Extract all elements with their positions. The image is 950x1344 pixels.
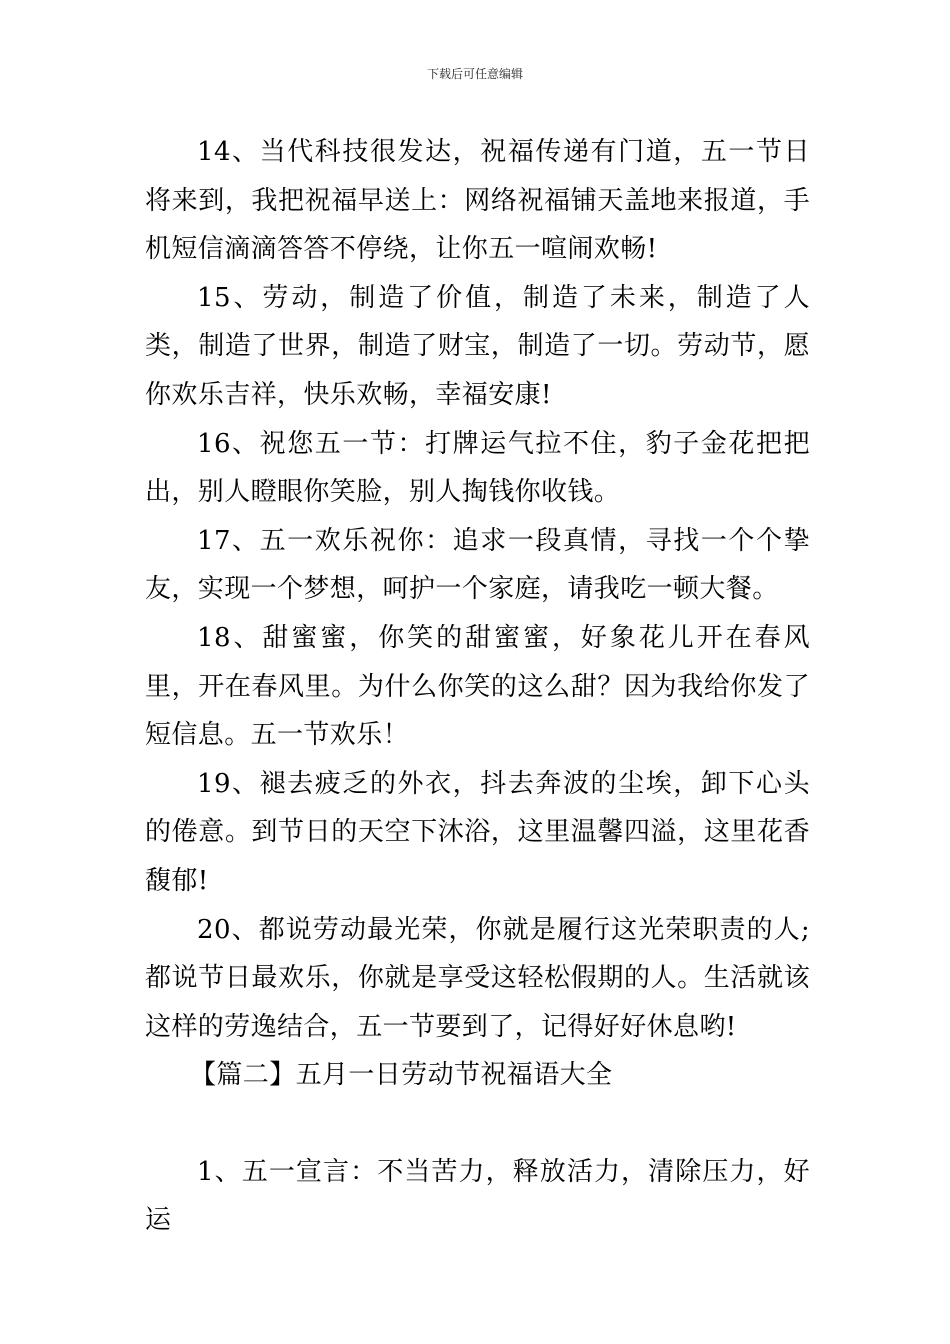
document-body	[145, 128, 810, 1245]
page-header: 下载后可任意编辑	[426, 67, 523, 81]
section-paragraph-1: 1、五一宣言：不当苦力，释放活力，清除压力，好运	[145, 1156, 810, 1236]
paragraph-19: 19、褪去疲乏的外衣，抖去奔波的尘埃，卸下心头的倦意。到节日的天空下沐浴，这里温馨四溢，这里花香馥郁!	[145, 768, 810, 896]
paragraph-14: 14、当代科技很发达，祝福传递有门道，五一节日将来到，我把祝福早送上：网络祝福铺天盖地来报道，手机短信滴滴答答不停绕，让你五一喧闹欢畅!	[145, 137, 810, 265]
paragraph-17: 17、五一欢乐祝你：追求一段真情，寻找一个个挚友，实现一个梦想，呵护一个家庭，请我吃一顿大餐。	[145, 525, 810, 605]
section-title: 【篇二】五月一日劳动节祝福语大全	[190, 1060, 613, 1091]
section-spacer	[145, 1100, 810, 1148]
paragraph-16: 16、祝您五一节：打牌运气拉不住，豹子金花把把出，别人瞪眼你笑脸，别人掏钱你收钱。	[145, 428, 810, 508]
paragraph-18: 18、甜蜜蜜，你笑的甜蜜蜜，好象花儿开在春风里，开在春风里。为什么你笑的这么甜？因为我给你发了短信息。五一节欢乐！	[145, 622, 810, 751]
paragraph-15: 15、劳动，制造了价值，制造了未来，制造了人类，制造了世界，制造了财宝，制造了一切。劳动节，愿你欢乐吉祥，快乐欢畅，幸福安康!	[145, 282, 810, 410]
paragraph-20: 20、都说劳动最光荣，你就是履行这光荣职责的人;都说节日最欢乐，你就是享受这轻松假期的人。生活就该这样的劳逸结合，五一节要到了，记得好好休息哟!	[145, 914, 810, 1042]
